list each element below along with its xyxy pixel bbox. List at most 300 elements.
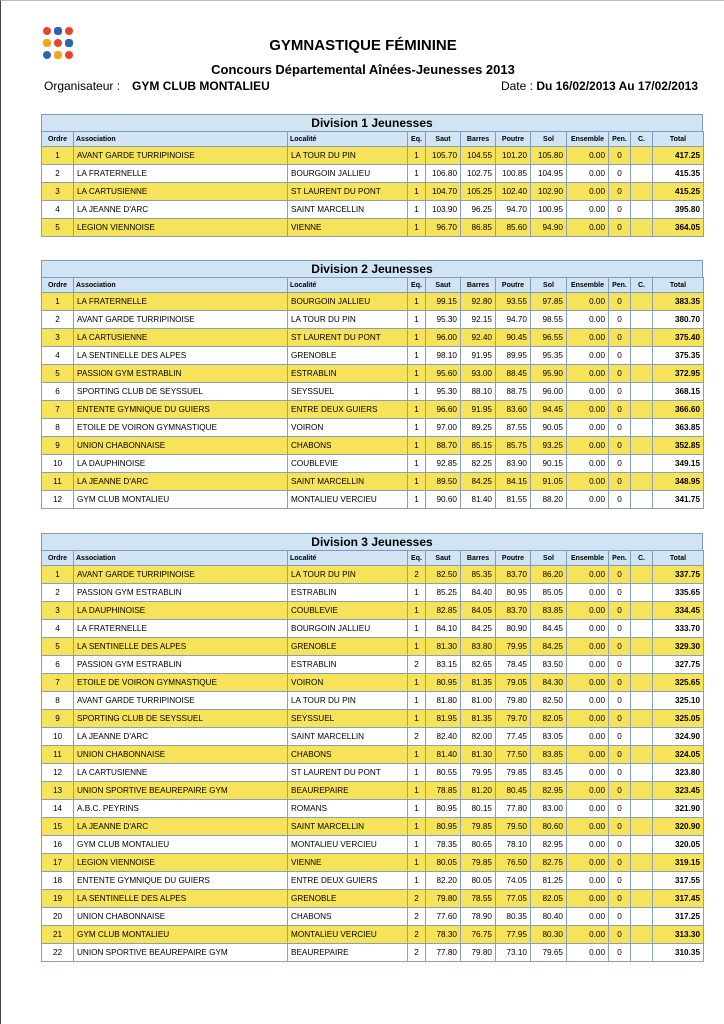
table-cell: 0.00 [567,764,609,782]
table-cell: BEAUREPAIRE [288,782,408,800]
table-cell: 79.85 [461,854,496,872]
column-header: Sol [531,132,567,147]
table-cell: LA FRATERNELLE [74,165,288,183]
table-cell: LA FRATERNELLE [74,293,288,311]
table-cell: 79.80 [496,692,531,710]
table-cell: 0.00 [567,890,609,908]
column-header: Localité [288,132,408,147]
table-cell: 0.00 [567,602,609,620]
table-cell: 1 [408,311,426,329]
table-cell: 83.45 [531,764,567,782]
table-cell: 81.20 [461,782,496,800]
table-cell: SPORTING CLUB DE SEYSSUEL [74,383,288,401]
table-cell: 0.00 [567,201,609,219]
table-cell: 78.10 [496,836,531,854]
table-cell: 100.85 [496,165,531,183]
table-cell: 0.00 [567,566,609,584]
table-cell: 1 [408,419,426,437]
division-title: Division 1 Jeunesses [41,114,703,131]
table-cell: 77.05 [496,890,531,908]
table-cell: 96.00 [531,383,567,401]
table-cell: 348.95 [653,473,704,491]
table-cell: 82.85 [426,602,461,620]
table-cell: 82.95 [531,782,567,800]
table-cell: CHABONS [288,746,408,764]
table-cell: GRENOBLE [288,638,408,656]
table-cell: 81.95 [426,710,461,728]
table-cell: 20 [42,908,74,926]
table-cell: 1 [408,710,426,728]
table-cell: 85.60 [496,219,531,237]
table-cell: LEGION VIENNOISE [74,219,288,237]
table-cell: 95.35 [531,347,567,365]
table-cell: 0.00 [567,908,609,926]
column-header: Association [74,551,288,566]
table-cell: 310.35 [653,944,704,962]
table-cell: ST LAURENT DU PONT [288,764,408,782]
table-cell: 0.00 [567,219,609,237]
table-cell: 100.95 [531,201,567,219]
column-header: Association [74,278,288,293]
table-cell: 0.00 [567,329,609,347]
table-row [42,692,704,710]
table-cell: 0 [609,728,631,746]
table-cell: 0 [609,183,631,201]
table-cell: LA JEANNE D'ARC [74,473,288,491]
table-cell: VOIRON [288,419,408,437]
table-cell: 80.95 [496,584,531,602]
table-cell: 1 [408,201,426,219]
table-cell: LA CARTUSIENNE [74,764,288,782]
table-cell: 0 [609,437,631,455]
table-cell: 1 [408,854,426,872]
table-cell: 21 [42,926,74,944]
table-cell: 83.60 [496,401,531,419]
table-cell: 0.00 [567,674,609,692]
table-cell: COUBLEVIE [288,602,408,620]
table-cell: BOURGOIN JALLIEU [288,293,408,311]
table-cell: 81.00 [461,692,496,710]
table-cell: 81.40 [426,746,461,764]
table-cell [631,183,653,201]
table-cell [631,602,653,620]
table-cell: 415.25 [653,183,704,201]
table-cell [631,764,653,782]
table-cell: 0 [609,710,631,728]
table-cell [631,419,653,437]
table-row [42,854,704,872]
table-cell: 82.00 [461,728,496,746]
table-cell: 317.55 [653,872,704,890]
table-cell: 78.35 [426,836,461,854]
table-cell: 0 [609,383,631,401]
table-cell: 0.00 [567,293,609,311]
table-cell: 2 [408,944,426,962]
table-cell: ESTRABLIN [288,584,408,602]
table-header-row [42,278,704,293]
column-header: Saut [426,551,461,566]
table-cell: 1 [408,746,426,764]
table-cell: 383.35 [653,293,704,311]
table-cell: LA JEANNE D'ARC [74,728,288,746]
organizer-line [44,79,270,93]
table-cell: 1 [408,692,426,710]
table-cell: 0 [609,566,631,584]
table-cell: 92.80 [461,293,496,311]
table-cell: 85.75 [496,437,531,455]
table-cell: 1 [408,602,426,620]
table-cell: 96.70 [426,219,461,237]
table-cell: 2 [408,926,426,944]
table-cell: 11 [42,473,74,491]
table-cell: 102.40 [496,183,531,201]
table-cell: 0.00 [567,584,609,602]
table-cell: 0.00 [567,491,609,509]
table-cell: 95.60 [426,365,461,383]
column-header: Ensemble [567,551,609,566]
table-row [42,491,704,509]
table-cell: 5 [42,638,74,656]
table-cell: 77.95 [496,926,531,944]
table-cell: PASSION GYM ESTRABLIN [74,656,288,674]
table-cell: 2 [408,728,426,746]
table-cell: 0 [609,347,631,365]
table-cell: 375.40 [653,329,704,347]
table-cell: 89.95 [496,347,531,365]
table-cell: 1 [408,620,426,638]
table-cell: LA JEANNE D'ARC [74,818,288,836]
table-cell: 85.35 [461,566,496,584]
table-cell: 0.00 [567,383,609,401]
table-cell: 321.90 [653,800,704,818]
table-cell: 80.95 [426,818,461,836]
table-cell: 84.40 [461,584,496,602]
table-cell: 0 [609,602,631,620]
table-cell: 19 [42,890,74,908]
table-cell: SAINT MARCELLIN [288,201,408,219]
table-cell: 0 [609,926,631,944]
table-cell: SPORTING CLUB DE SEYSSUEL [74,710,288,728]
table-cell: 18 [42,872,74,890]
table-cell: 2 [42,311,74,329]
table-row [42,818,704,836]
table-cell: 0.00 [567,746,609,764]
table-cell [631,872,653,890]
table-cell [631,365,653,383]
table-cell: 81.80 [426,692,461,710]
column-header: Poutre [496,278,531,293]
column-header: Eq. [408,132,426,147]
table-cell: 325.05 [653,710,704,728]
table-cell: 98.55 [531,311,567,329]
table-cell: 82.65 [461,656,496,674]
table-row [42,401,704,419]
table-cell: UNION SPORTIVE BEAUREPAIRE GYM [74,944,288,962]
organizer-name: GYM CLUB MONTALIEU [132,79,270,93]
column-header: C. [631,551,653,566]
table-row [42,620,704,638]
table-cell: 77.60 [426,908,461,926]
table-cell: 0.00 [567,710,609,728]
table-row [42,383,704,401]
table-cell: 8 [42,419,74,437]
table-cell: 105.80 [531,147,567,165]
column-header: Ordre [42,132,74,147]
table-cell: 74.05 [496,872,531,890]
table-cell: 97.85 [531,293,567,311]
table-cell: 0.00 [567,782,609,800]
table-cell: 78.45 [496,656,531,674]
table-cell: 81.35 [461,674,496,692]
table-cell: 337.75 [653,566,704,584]
table-cell: 1 [408,491,426,509]
table-row [42,746,704,764]
table-cell: 96.55 [531,329,567,347]
table-cell: 82.50 [426,566,461,584]
table-cell: 91.05 [531,473,567,491]
table-cell: 1 [408,219,426,237]
table-cell: 323.45 [653,782,704,800]
table-cell: 0.00 [567,365,609,383]
table-cell: 0 [609,165,631,183]
table-row [42,455,704,473]
table-cell: 83.70 [496,566,531,584]
table-cell: 0.00 [567,656,609,674]
table-cell: 89.25 [461,419,496,437]
table-cell [631,147,653,165]
table-cell: 0 [609,692,631,710]
table-cell: 81.55 [496,491,531,509]
table-cell: ESTRABLIN [288,365,408,383]
results-table [41,277,704,509]
table-cell: 320.05 [653,836,704,854]
table-cell: 349.15 [653,455,704,473]
table-cell: 8 [42,692,74,710]
column-header: Sol [531,551,567,566]
table-cell: 7 [42,674,74,692]
table-cell: 96.00 [426,329,461,347]
table-cell: 6 [42,656,74,674]
results-table [41,131,704,237]
table-cell: UNION CHABONNAISE [74,437,288,455]
table-cell: LA CARTUSIENNE [74,329,288,347]
table-cell: 73.10 [496,944,531,962]
table-cell: 11 [42,746,74,764]
table-cell: 0 [609,455,631,473]
table-cell: 1 [408,293,426,311]
table-cell: 325.10 [653,692,704,710]
table-cell: AVANT GARDE TURRIPINOISE [74,147,288,165]
table-cell: LA TOUR DU PIN [288,147,408,165]
table-cell: 78.90 [461,908,496,926]
table-cell: AVANT GARDE TURRIPINOISE [74,311,288,329]
table-cell: 1 [408,872,426,890]
table-cell: 1 [408,401,426,419]
table-row [42,311,704,329]
table-cell [631,293,653,311]
table-row [42,165,704,183]
table-cell: 82.25 [461,455,496,473]
column-header: Pen. [609,551,631,566]
table-cell: 0.00 [567,455,609,473]
table-cell: 84.45 [531,620,567,638]
table-cell: 98.10 [426,347,461,365]
column-header: Ordre [42,278,74,293]
table-cell: 1 [42,147,74,165]
table-cell: 0 [609,620,631,638]
column-header: Saut [426,278,461,293]
column-header: Total [653,278,704,293]
table-cell [631,473,653,491]
table-cell: 313.30 [653,926,704,944]
table-cell: 0 [609,401,631,419]
table-row [42,656,704,674]
table-cell: MONTALIEU VERCIEU [288,926,408,944]
table-cell: 0 [609,782,631,800]
table-cell: 372.95 [653,365,704,383]
table-cell: 77.45 [496,728,531,746]
table-cell: BOURGOIN JALLIEU [288,620,408,638]
table-cell: 80.05 [426,854,461,872]
table-cell: 85.05 [531,584,567,602]
table-cell: 80.45 [496,782,531,800]
table-cell: 0.00 [567,437,609,455]
table-cell: 82.50 [531,692,567,710]
table-cell: 368.15 [653,383,704,401]
table-row [42,638,704,656]
table-row [42,908,704,926]
table-cell: 352.85 [653,437,704,455]
table-cell: 324.05 [653,746,704,764]
column-header: Ensemble [567,278,609,293]
table-cell: 0.00 [567,347,609,365]
table-cell [631,638,653,656]
table-cell: 324.90 [653,728,704,746]
table-cell: 1 [408,455,426,473]
table-cell: 94.90 [531,219,567,237]
table-cell: 2 [408,656,426,674]
column-header: Poutre [496,551,531,566]
table-cell: 82.20 [426,872,461,890]
table-cell [631,656,653,674]
table-cell: CHABONS [288,437,408,455]
table-cell [631,201,653,219]
division-title: Division 2 Jeunesses [41,260,703,277]
table-cell: 82.05 [531,890,567,908]
table-cell: 0 [609,908,631,926]
table-cell [631,782,653,800]
table-row [42,764,704,782]
table-cell: 4 [42,347,74,365]
table-cell: LA JEANNE D'ARC [74,201,288,219]
table-cell: GYM CLUB MONTALIEU [74,926,288,944]
table-cell: 77.80 [426,944,461,962]
table-cell: 3 [42,329,74,347]
table-cell: 1 [408,782,426,800]
table-cell [631,890,653,908]
table-cell: AVANT GARDE TURRIPINOISE [74,566,288,584]
table-cell: 12 [42,764,74,782]
table-cell: 0 [609,944,631,962]
table-cell: 1 [408,836,426,854]
table-cell: 0 [609,674,631,692]
table-cell: 1 [408,347,426,365]
table-cell: 1 [42,566,74,584]
table-cell: ST LAURENT DU PONT [288,329,408,347]
table-cell: 85.15 [461,437,496,455]
table-cell: 96.60 [426,401,461,419]
table-cell: 96.25 [461,201,496,219]
date-line [501,79,698,93]
table-cell: 1 [408,383,426,401]
table-cell: 0 [609,365,631,383]
table-cell: 101.20 [496,147,531,165]
table-cell: 0.00 [567,854,609,872]
table-cell: 79.65 [531,944,567,962]
table-cell: 0 [609,329,631,347]
table-cell: PASSION GYM ESTRABLIN [74,584,288,602]
table-cell: GRENOBLE [288,347,408,365]
column-header: C. [631,278,653,293]
table-cell: 0 [609,854,631,872]
table-cell: 0.00 [567,872,609,890]
table-cell: 15 [42,818,74,836]
table-row [42,926,704,944]
table-cell: 93.00 [461,365,496,383]
table-cell: 81.40 [461,491,496,509]
table-row [42,584,704,602]
table-cell: 89.50 [426,473,461,491]
table-cell: 80.60 [531,818,567,836]
table-row [42,419,704,437]
table-cell [631,836,653,854]
table-cell: 83.05 [531,728,567,746]
table-cell: 0.00 [567,818,609,836]
table-cell: 77.50 [496,746,531,764]
table-cell: 0 [609,872,631,890]
table-row [42,782,704,800]
table-cell: 0 [609,147,631,165]
table-cell: 0 [609,836,631,854]
table-cell: 79.95 [496,638,531,656]
table-cell: LA TOUR DU PIN [288,311,408,329]
table-row [42,890,704,908]
table-cell [631,165,653,183]
table-cell: VIENNE [288,219,408,237]
table-cell: 92.15 [461,311,496,329]
table-cell: 329.30 [653,638,704,656]
table-cell: 2 [408,890,426,908]
table-row [42,365,704,383]
column-header: Saut [426,132,461,147]
table-cell: 83.90 [496,455,531,473]
column-header: Barres [461,132,496,147]
table-row [42,872,704,890]
table-cell: 341.75 [653,491,704,509]
table-cell: 94.45 [531,401,567,419]
table-cell: 22 [42,944,74,962]
table-cell: 79.50 [496,818,531,836]
table-cell: 83.85 [531,746,567,764]
table-cell: 83.50 [531,656,567,674]
table-cell: 0.00 [567,473,609,491]
table-cell: 102.75 [461,165,496,183]
table-row [42,183,704,201]
table-cell: 87.55 [496,419,531,437]
table-cell [631,347,653,365]
table-cell: AVANT GARDE TURRIPINOISE [74,692,288,710]
table-cell: 0 [609,491,631,509]
